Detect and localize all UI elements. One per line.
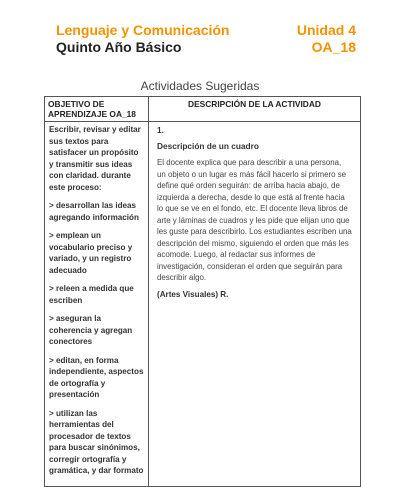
activity-title: Descripción de un cuadro [157, 141, 259, 151]
objective-item: > desarrollan las ideas agregando información [49, 201, 139, 222]
activity-subject-tag: (Artes Visuales) R. [157, 289, 229, 299]
objective-item: > releen a medida que escriben [49, 284, 134, 305]
grade-title: Quinto Año Básico [56, 39, 182, 55]
objective-intro: Escribir, revisar y editar sus textos para satisfacer un propósito y transmitir sus ideas con claridad. durante este proceso: [49, 125, 141, 192]
objective-item: > utilizan las herramientas del procesador de textos para buscar sinónimos, corregir ortografía y gramática, y dar formato [49, 408, 144, 475]
activities-table [44, 96, 361, 487]
section-title: Actividades Sugeridas [140, 79, 260, 93]
objectives-cell [45, 122, 149, 487]
table-header-row [45, 97, 361, 122]
objective-item: > editan, en forma independiente, aspectos de ortografía y presentación [49, 355, 144, 399]
activity-cell [149, 122, 361, 487]
subject-title: Lenguaje y Comunicación [56, 22, 230, 38]
activity-number: 1. [157, 125, 164, 135]
objective-column-header: OBJETIVO DE APRENDIZAJE OA_18 [45, 97, 149, 122]
objective-item: > emplean un vocabulario preciso y variado, y un registro adecuado [49, 231, 133, 275]
table-row [45, 122, 361, 487]
activity-column-header: DESCRIPCIÓN DE LA ACTIVIDAD [149, 97, 361, 122]
document-header [56, 22, 356, 56]
activity-description: El docente explica que para describir a una persona, un objeto o un lugar es más fácil hacerlo si primero se define qué orden seguirán: de arriba hacia abajo, de izquierda a derecha, desde lo que está al frente hacia lo que se ve en el fondo, etc. El docente lleva libros de arte y láminas de cuadros y les pide que elijan uno que les guste para describirlo. Los estudiantes escriben una descripción del mismo, siguiendo el orden que más les acomode. Luego, al redactar sus informes de investigación, consideran el orden que seguirán para describir algo. [157, 158, 352, 282]
objective-item: > aseguran la coherencia y agregan conectores [49, 314, 133, 346]
unit-label: Unidad 4 [296, 22, 356, 38]
objective-code: OA_18 [311, 39, 356, 55]
